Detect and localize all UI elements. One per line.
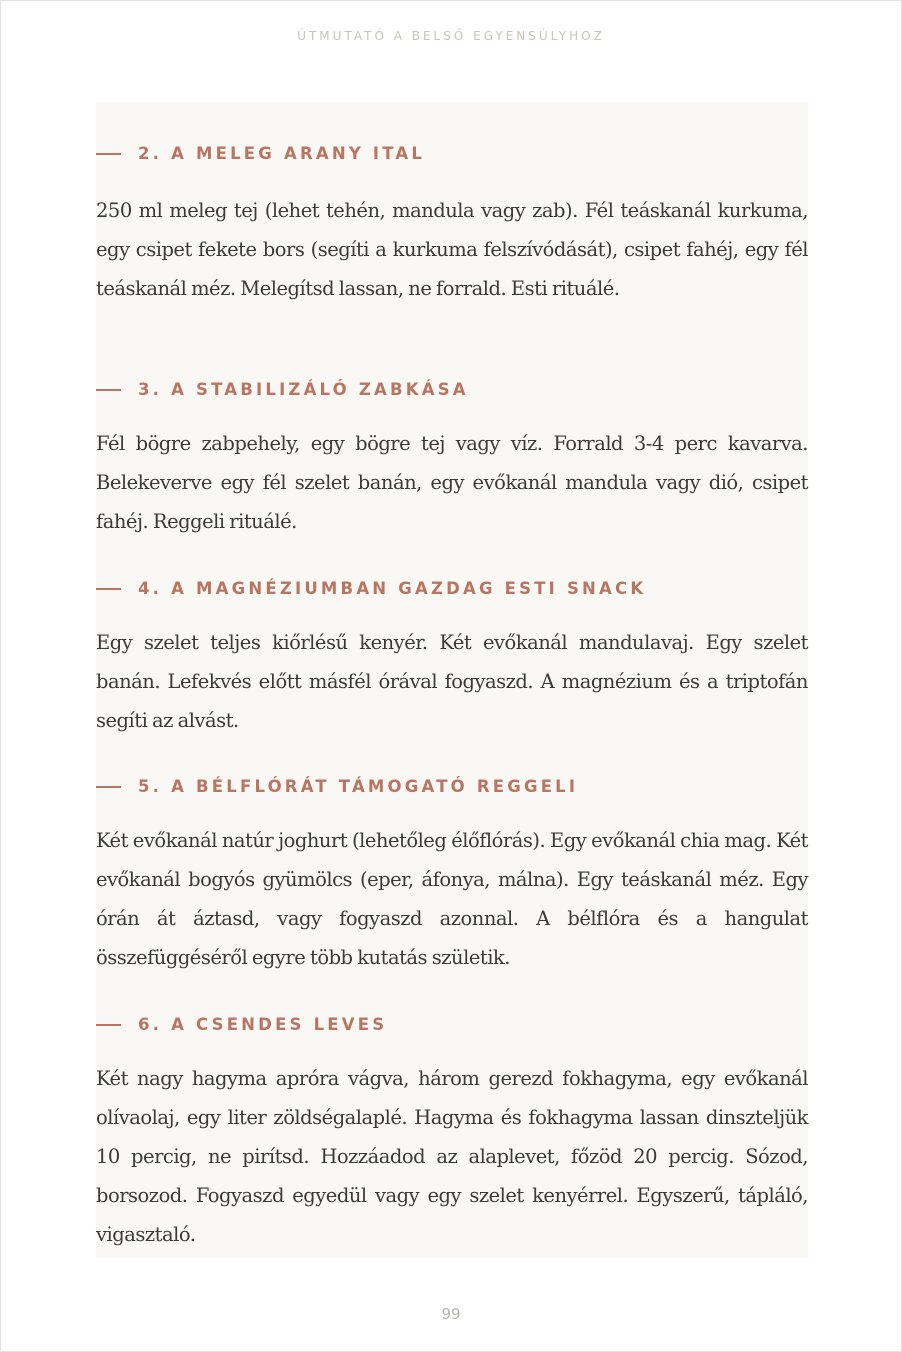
recipe-section-4 — [96, 577, 808, 740]
section-title: 3. A STABILIZÁLÓ ZABKÁSA — [138, 380, 469, 399]
running-head: ÚTMUTATÓ A BELSŐ EGYENSÚLYHOZ — [297, 29, 605, 43]
section-body: 250 ml meleg tej (lehet tehén, mandula vagy zab). Fél teáskanál kurkuma, egy csipet fekete bors (segíti a kurkuma felszívódását), csipet fahéj, egy fél teáskanál méz. Melegítsd lassan, ne forrald. Esti rituálé. — [96, 199, 808, 300]
section-body: Fél bögre zabpehely, egy bögre tej vagy víz. Forrald 3-4 perc kavarva. Belekeverve egy fél szelet banán, egy evőkanál mandula vagy dió, csipet fahéj. Reggeli rituálé. — [96, 432, 808, 533]
section-heading — [96, 142, 808, 166]
em-dash-rule — [96, 1024, 121, 1026]
section-title: 6. A CSENDES LEVES — [138, 1015, 388, 1034]
recipe-section-2 — [96, 142, 808, 308]
em-dash-rule — [96, 786, 121, 788]
recipe-section-3 — [96, 378, 808, 541]
section-heading — [96, 378, 808, 402]
recipe-section-5 — [96, 775, 808, 977]
em-dash-rule — [96, 588, 121, 590]
section-heading — [96, 577, 808, 601]
em-dash-rule — [96, 389, 121, 391]
page-number: 99 — [441, 1305, 461, 1323]
section-body: Egy szelet teljes kiőrlésű kenyér. Két evőkanál mandulavaj. Egy szelet banán. Lefekvés előtt másfél órával fogyaszd. A magnézium és a triptofán segíti az alvást. — [96, 631, 808, 732]
section-heading — [96, 775, 808, 799]
section-body: Két evőkanál natúr joghurt (lehetőleg élőflórás). Egy evőkanál chia mag. Két evőkanál bogyós gyümölcs (eper, áfonya, málna). Egy teáskanál méz. Egy órán át áztasd, vagy fogyaszd azonnal. A bélflóra és a hangulat összefüggéséről egyre több kutatás születik. — [96, 829, 808, 969]
section-title: 5. A BÉLFLÓRÁT TÁMOGATÓ REGGELI — [138, 777, 579, 796]
section-heading — [96, 1013, 808, 1037]
em-dash-rule — [96, 153, 121, 155]
section-title: 2. A MELEG ARANY ITAL — [138, 144, 426, 163]
recipe-section-6 — [96, 1013, 808, 1254]
section-body: Két nagy hagyma apróra vágva, három gerezd fokhagyma, egy evőkanál olívaolaj, egy liter zöldségalaplé. Hagyma és fokhagyma lassan dinszteljük 10 percig, ne pirítsd. Hozzáadod az alaplevet, főzöd 20 percig. Sózod, borsozod. Fogyaszd egyedül vagy egy szelet kenyérrel. Egyszerű, tápláló, vigasztaló. — [96, 1067, 808, 1246]
section-title: 4. A MAGNÉZIUMBAN GAZDAG ESTI SNACK — [138, 579, 647, 598]
